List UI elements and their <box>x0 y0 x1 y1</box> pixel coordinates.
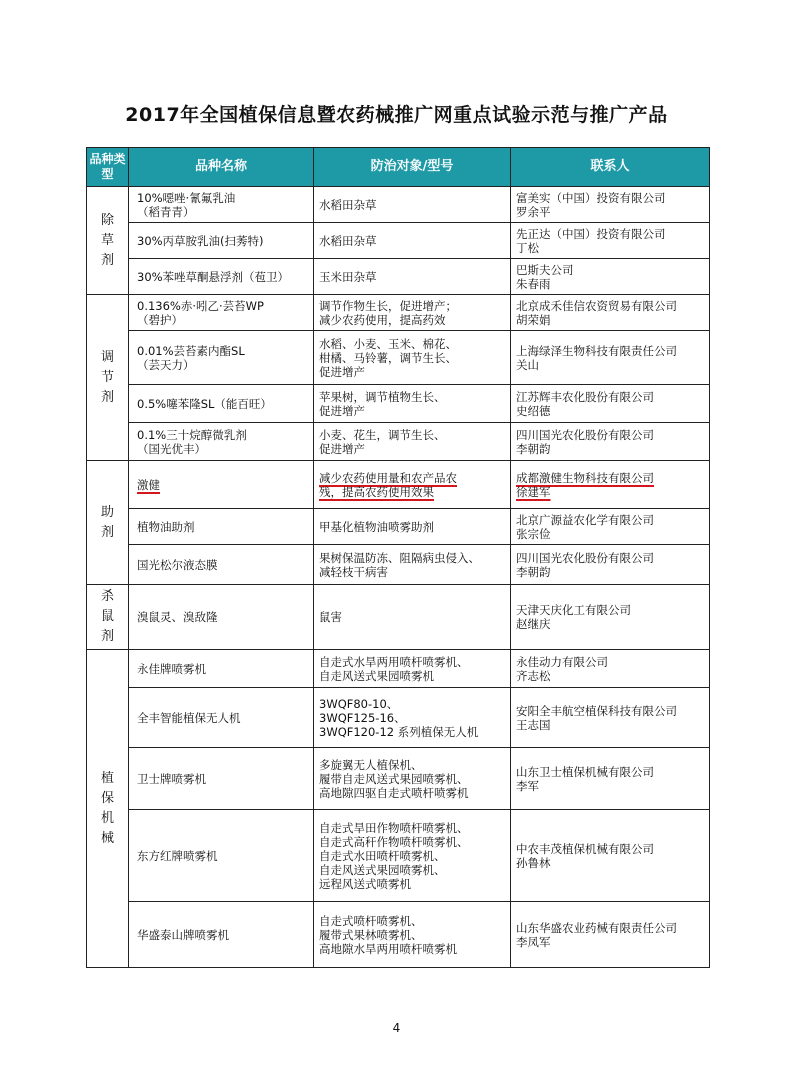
category-regulator: 调节剂 <box>87 295 129 461</box>
product-name: 0.01%芸苔素内酯SL （芸天力） <box>129 331 314 385</box>
product-target: 3WQF80-10、 3WQF125-16、 3WQF120-12 系列植保无人机 <box>314 688 511 748</box>
product-name: 30%丙草胺乳油(扫莠特) <box>129 223 314 259</box>
product-contact: 江苏辉丰农化股份有限公司 史绍德 <box>511 385 710 423</box>
table-row <box>87 461 710 509</box>
product-contact: 北京广源益农化学有限公司 张宗俭 <box>511 509 710 545</box>
product-contact: 北京成禾佳信农资贸易有限公司 胡荣娟 <box>511 295 710 331</box>
product-contact: 上海绿泽生物科技有限责任公司 关山 <box>511 331 710 385</box>
product-name: 全丰智能植保无人机 <box>129 688 314 748</box>
table-row <box>87 385 710 423</box>
table-row <box>87 902 710 968</box>
table-row <box>87 650 710 688</box>
table-row <box>87 423 710 461</box>
page-title: 2017年全国植保信息暨农药械推广网重点试验示范与推广产品 <box>125 104 668 126</box>
table-header-row <box>87 148 710 187</box>
product-target: 甲基化植物油喷雾助剂 <box>314 509 511 545</box>
table-row <box>87 259 710 295</box>
product-contact: 安阳全丰航空植保科技有限公司 王志国 <box>511 688 710 748</box>
header-contact: 联系人 <box>511 148 710 187</box>
product-contact: 山东卫士植保机械有限公司 李军 <box>511 748 710 810</box>
header-target: 防治对象/型号 <box>314 148 511 187</box>
category-rodenticide: 杀鼠剂 <box>87 585 129 650</box>
product-name: 激健 <box>129 461 314 509</box>
product-name: 10%噁唑·氰氟乳油 （稻青青） <box>129 187 314 223</box>
header-name: 品种名称 <box>129 148 314 187</box>
product-table <box>86 147 710 968</box>
product-name: 0.1%三十烷醇微乳剂 （国光优丰） <box>129 423 314 461</box>
table-row <box>87 509 710 545</box>
table-row <box>87 331 710 385</box>
product-contact: 先正达（中国）投资有限公司 丁松 <box>511 223 710 259</box>
product-contact: 四川国光农化股份有限公司 李朝韵 <box>511 545 710 585</box>
product-contact: 永佳动力有限公司 齐志松 <box>511 650 710 688</box>
table-row <box>87 295 710 331</box>
product-name: 0.5%噻苯隆SL（能百旺） <box>129 385 314 423</box>
product-name: 植物油助剂 <box>129 509 314 545</box>
product-target: 水稻、小麦、玉米、棉花、 柑橘、马铃薯，调节生长、 促进增产 <box>314 331 511 385</box>
product-target: 鼠害 <box>314 585 511 650</box>
table-row <box>87 187 710 223</box>
product-target: 自走式旱田作物喷杆喷雾机、 自走式高秆作物喷杆喷雾机、 自走式水田喷杆喷雾机、 自走风送式果园喷雾机、 远程风送式喷雾机 <box>314 810 511 902</box>
product-name: 华盛泰山牌喷雾机 <box>129 902 314 968</box>
category-machinery: 植保机械 <box>87 650 129 968</box>
product-contact: 山东华盛农业药械有限责任公司 李凤军 <box>511 902 710 968</box>
product-contact: 天津天庆化工有限公司 赵继庆 <box>511 585 710 650</box>
header-type: 品种类型 <box>87 148 129 187</box>
product-name: 永佳牌喷雾机 <box>129 650 314 688</box>
table-row <box>87 545 710 585</box>
product-contact: 四川国光农化股份有限公司 李朝韵 <box>511 423 710 461</box>
product-target: 水稻田杂草 <box>314 187 511 223</box>
product-contact: 中农丰茂植保机械有限公司 孙鲁林 <box>511 810 710 902</box>
product-name: 溴鼠灵、溴敌隆 <box>129 585 314 650</box>
product-contact: 富美实（中国）投资有限公司 罗余平 <box>511 187 710 223</box>
page-number: 4 <box>392 1021 401 1035</box>
product-target: 自走式喷杆喷雾机、 履带式果林喷雾机、 高地隙水旱两用喷杆喷雾机 <box>314 902 511 968</box>
category-herbicide: 除草剂 <box>87 187 129 295</box>
table-row <box>87 810 710 902</box>
product-target: 果树保温防冻、阻隔病虫侵入、 减轻枝干病害 <box>314 545 511 585</box>
table-row <box>87 748 710 810</box>
product-name: 国光松尔液态膜 <box>129 545 314 585</box>
category-adjuvant: 助剂 <box>87 461 129 585</box>
product-target: 自走式水旱两用喷杆喷雾机、 自走风送式果园喷雾机 <box>314 650 511 688</box>
product-target: 水稻田杂草 <box>314 223 511 259</box>
product-name: 30%苯唑草酮悬浮剂（苞卫） <box>129 259 314 295</box>
product-contact: 成都激健生物科技有限公司 徐建军 <box>511 461 710 509</box>
product-name: 0.136%赤·吲乙·芸苔WP （碧护） <box>129 295 314 331</box>
table-row <box>87 688 710 748</box>
product-name: 东方红牌喷雾机 <box>129 810 314 902</box>
product-target: 小麦、花生，调节生长、 促进增产 <box>314 423 511 461</box>
product-name: 卫士牌喷雾机 <box>129 748 314 810</box>
product-target: 玉米田杂草 <box>314 259 511 295</box>
product-target: 苹果树，调节植物生长、 促进增产 <box>314 385 511 423</box>
product-target: 多旋翼无人植保机、 履带自走风送式果园喷雾机、 高地隙四驱自走式喷杆喷雾机 <box>314 748 511 810</box>
product-target: 调节作物生长，促进增产； 减少农药使用，提高药效 <box>314 295 511 331</box>
product-target: 减少农药使用量和农产品农 残，提高农药使用效果 <box>314 461 511 509</box>
table-row <box>87 223 710 259</box>
product-contact: 巴斯夫公司 朱春雨 <box>511 259 710 295</box>
table-row <box>87 585 710 650</box>
